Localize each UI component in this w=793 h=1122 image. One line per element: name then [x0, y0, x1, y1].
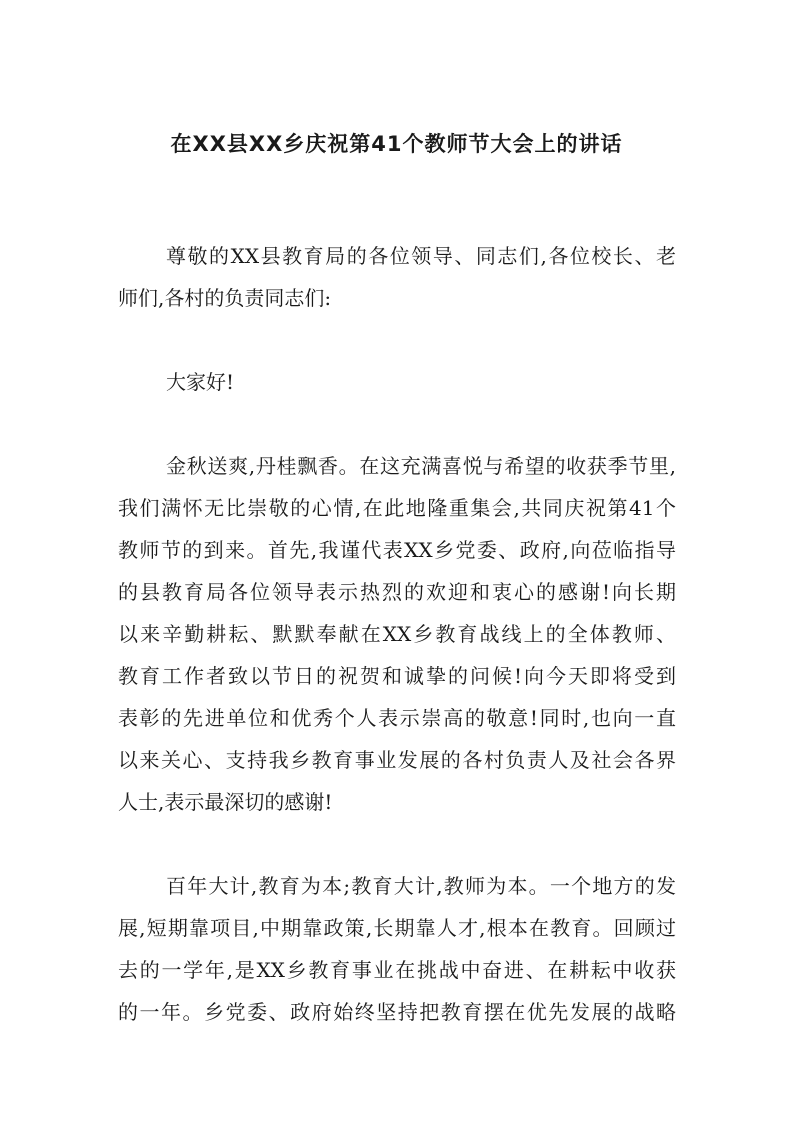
text-line: 教师节的到来。首先,我谨代表XX乡党委、政府,向莅临指导 — [118, 538, 676, 562]
body-paragraph-2 — [118, 865, 676, 1033]
text-line: 金秋送爽,丹桂飘香。在这充满喜悦与希望的收获季节里, — [166, 454, 676, 478]
text-line: 大家好! — [166, 370, 235, 394]
text-line: 我们满怀无比崇敬的心情,在此地隆重集会,共同庆祝第41个 — [118, 496, 676, 520]
text-line: 师们,各村的负责同志们: — [118, 286, 332, 310]
paragraph-gap — [118, 823, 676, 865]
paragraph-gap — [118, 403, 676, 445]
document-title: 在XX县XX乡庆祝第41个教师节大会上的讲话 — [170, 132, 623, 156]
text-line: 的一年。乡党委、政府始终坚持把教育摆在优先发展的战略 — [118, 1000, 676, 1024]
salutation-paragraph — [118, 235, 676, 319]
text-line: 去的一学年,是XX乡教育事业在挑战中奋进、在耕耘中收获 — [118, 958, 676, 982]
text-line: 以来关心、支持我乡教育事业发展的各村负责人及社会各界 — [118, 748, 676, 772]
document-body — [118, 235, 676, 1033]
paragraph-gap — [118, 319, 676, 361]
text-line: 以来辛勤耕耘、默默奉献在XX乡教育战线上的全体教师、 — [118, 622, 676, 646]
text-line: 百年大计,教育为本;教育大计,教师为本。一个地方的发 — [166, 874, 676, 898]
text-line: 的县教育局各位领导表示热烈的欢迎和衷心的感谢!向长期 — [118, 580, 676, 604]
text-line: 教育工作者致以节日的祝贺和诚挚的问候!向今天即将受到 — [118, 664, 676, 688]
body-paragraph-1 — [118, 445, 676, 823]
text-line: 展,短期靠项目,中期靠政策,长期靠人才,根本在教育。回顾过 — [118, 916, 676, 940]
text-line: 尊敬的XX县教育局的各位领导、同志们,各位校长、老 — [166, 244, 676, 268]
text-line: 表彰的先进单位和优秀个人表示崇高的敬意!同时,也向一直 — [118, 706, 676, 730]
greeting-paragraph — [118, 361, 676, 403]
text-line: 人士,表示最深切的感谢! — [118, 790, 333, 814]
